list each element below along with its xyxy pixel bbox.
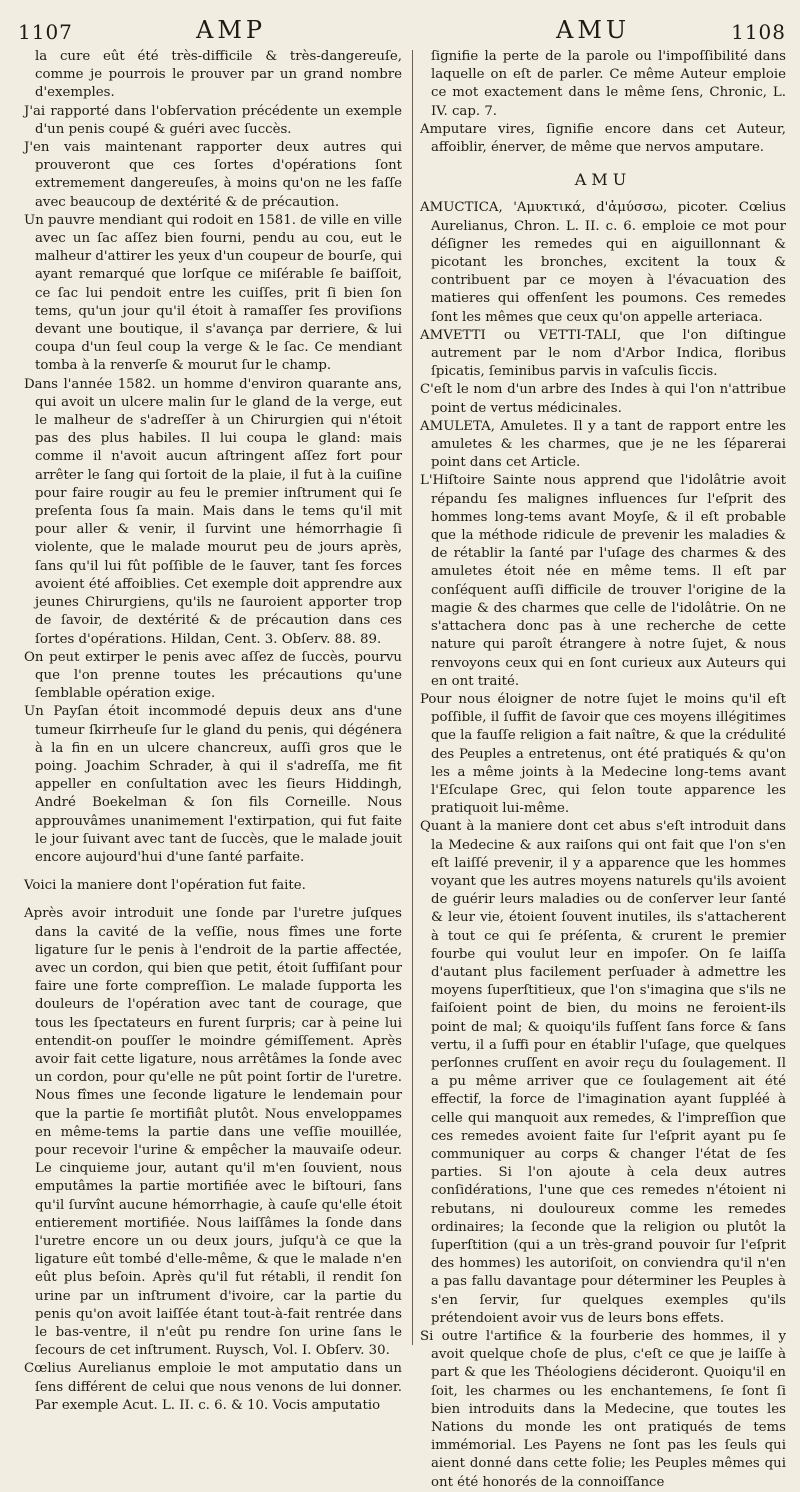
- section-title: AMU: [574, 170, 632, 190]
- left-running-head: AMP: [196, 16, 267, 44]
- right-column: [420, 48, 786, 1492]
- left-paragraph: Dans l'année 1582. un homme d'environ quarante ans, qui avoit un ulcere malin ſur le gland de la verge, eut le malheur de s'adreſſer à un Chirurgien qui n'étoit pas des plus habiles. Il lui coupa le gland: mais comme il n'avoit aucun aſtringent aſſez fort pour arrêter le ſang qui ſortoit de la plaie, il fut à la cuiſine pour faire rougir au feu le premier inſtrument qui ſe preſenta ſous ſa main. Mais dans le tems qu'il mit pour aller & venir, il ſurvint une hémorrhagie ſi violente, que le malade mourut peu de jours après, ſans qu'il lui fût poſſible de le ſauver, tant ſes forces avoient été affoiblies. Cet exemple doit apprendre aux jeunes Chirurgiens, qu'ils ne ſauroient apporter trop de ſavoir, de dextérité & de précaution dans ces ſortes d'opérations. Hildan, Cent. 3. Obſerv. 88. 89.: [24, 376, 402, 647]
- left-paragraph: Cœlius Aurelianus emploie le mot amputatio dans un ſens différent de celui que nous venons de lui donner. Par exemple Acut. L. II. c. 6. & 10. Vocis amputatio: [24, 1361, 402, 1413]
- left-paragraph: Un pauvre mendiant qui rodoit en 1581. de ville en ville avec un ſac aſſez bien fourni, pendu au cou, eut le malheur d'attirer les yeux d'un coupeur de bourſe, qui ayant remarqué que lorſque ce miſérable ſe baiſſoit, ce ſac lui pendoit entre les cuiſſes, prit ſi bien ſon tems, qu'un jour qu'il étoit à ramaſſer ſes proviſions devant une boutique, il s'avança par derriere, & lui coupa d'un ſeul coup la verge & le ſac. Ce mendiant tomba à la renverſe & mourut ſur le champ.: [24, 212, 402, 374]
- right-paragraph: L'Hiſtoire Sainte nous apprend que l'idolâtrie avoit répandu ſes malignes influences ſur l'eſprit des hommes long-tems avant Moyſe, & il eſt probable que la méthode ridicule de prevenir les maladies & de rétablir la ſanté par l'uſage des charmes & des amuletes étoit née en même tems. Il eſt par conſéquent auſſi difficile de trouver l'origine de la magie & des charmes que celle de l'idolâtrie. On ne s'attachera donc pas à une recherche de cette nature qui paroît étrangere à notre ſujet, & nous renvoyons ceux qui en ſont curieux aux Auteurs qui en ont traité.: [420, 473, 786, 689]
- right-running-head: AMU: [556, 16, 631, 44]
- right-paragraph: Quant à la maniere dont cet abus s'eſt introduit dans la Medecine & aux raiſons qui ont fait que l'on s'en eſt laiſſé prevenir, il y a apparence que les hommes voyant que les autres moyens naturels qu'ils avoient de guérir leurs maladies ou de conſerver leur ſanté & leur vie, étoient ſouvent inutiles, ils s'attacherent à tout ce qui ſe préſenta, & crurent le premier fourbe qui voulut leur en impoſer. On ſe laiſſa d'autant plus facilement perſuader à admettre les moyens ſuperſtitieux, que l'on s'imagina que s'ils ne faiſoient point de bien, du moins ne feroient-ils point de mal; & quoiqu'ils fuſſent ſans force & ſans vertu, il a ſuffi pour en établir l'uſage, que quelques perſonnes cruſſent en avoir reçu du ſoulagement. Il a pu même arriver que ce ſoulagement ait été effectif, la force de l'imagination ayant ſuppléé à celle qui manquoit aux remedes, & l'impreſſion que ces remedes avoient faite ſur l'eſprit ayant pu ſe communiquer au corps & changer l'état de ſes parties. Si l'on ajoute à cela deux autres conſidérations, l'une que ces remedes n'étoient ni rebutans, ni douloureux comme les remedes ordinaires; la ſeconde que la religion ou plutôt la ſuperſtition (qui a un très-grand pouvoir ſur l'eſprit des hommes) les autoriſoit, on conviendra qu'il n'en a pas fallu davantage pour déterminer les Peuples à s'en ſervir, ſur quelques exemples qu'ils prétendoient avoir vus de leurs bons effets.: [420, 819, 786, 1326]
- right-paragraph: Pour nous éloigner de notre ſujet le moins qu'il eſt poſſible, il ſuffit de ſavoir que ces moyens illégitimes que la fauſſe religion a fait naître, & que la crédulité des Peuples a entretenus, ont été pratiqués & qu'on les a même joints à la Medecine long-tems avant l'Eſculape Grec, qui ſelon toute apparence les pratiquoit lui-même.: [420, 691, 786, 817]
- left-paragraph: Voici la maniere dont l'opération fut faite.: [24, 878, 306, 894]
- left-paragraph: Un Payſan étoit incommodé depuis deux ans d'une tumeur ſkirrheuſe ſur le gland du penis, qui dégénera à la fin en un ulcere chancreux, auſſi gros que le poing. Joachim Schrader, à qui il s'adreſſa, me fit appeller en conſultation avec les ſieurs Hiddingh, André Boekelman & ſon fils Corneille. Nous approuvâmes unanimement l'extirpation, qui fut faite le jour ſuivant avec tant de ſuccès, que le malade jouit encore aujourd'hui d'une ſanté parfaite.: [24, 704, 402, 865]
- dictionary-entry: AMVETTI ou VETTI-TALI, que l'on diſtingue autrement par le nom d'Arbor Indica, floribus ſpicatis, ſeminibus parvis in vaſculis ſiccis.: [420, 327, 786, 380]
- left-page-number: 1107: [18, 20, 73, 44]
- dictionary-entry: AMUCTICA, 'Αμυκτικά, d'ἀμύσσω, picoter. Cœlius Aurelianus, Chron. L. II. c. 6. emploie ce mot pour déſigner les remedes qui en aiguillonnant & picotant les bronches, excitent la toux & contribuent par ce moyen à l'évacuation des matieres qui offenſent les poumons. Ces remedes ſont les mêmes que ceux qu'on appelle arteriaca.: [420, 200, 786, 325]
- right-paragraph: Si outre l'artifice & la fourberie des hommes, il y avoit quelque choſe de plus, c'eſt ce que je laiſſe à part & que les Théologiens décideront. Quoiqu'il en ſoit, les charmes ou les enchantemens, ſe ſont ſi bien introduits dans la Medecine, que toutes les Nations du monde les ont pratiqués de tems immémorial. Les Payens ne ſont pas les ſeuls qui aient donné dans cette folie; les Peuples mêmes qui ont été honorés de la connoiſſance: [420, 1329, 786, 1490]
- left-paragraph: Après avoir introduit une ſonde par l'uretre juſques dans la cavité de la veſſie, nous fîmes une forte ligature ſur le penis à l'endroit de la partie affectée, avec un cordon, qui bien que petit, étoit ſuffiſant pour faire une forte compreſſion. Le malade ſupporta les douleurs de l'opération avec tant de courage, que tous les ſpectateurs en furent ſurpris; car à peine lui entendit-on pouſſer le moindre gémiſſement. Après avoir fait cette ligature, nous arrêtâmes la ſonde avec un cordon, pour qu'elle ne pût point ſortir de l'uretre. Nous fîmes une ſeconde ligature le lendemain pour que la partie ſe mortifiât plutôt. Nous enveloppames en même-tems la partie dans une veſſie mouillée, pour recevoir l'urine & empêcher la mauvaiſe odeur. Le cinquieme jour, autant qu'il m'en ſouvient, nous emputâmes la partie mortifiée avec le biſtouri, ſans qu'il ſurvînt aucune hémorrhagie, à cauſe qu'elle étoit entierement mortifiée. Nous laiſſâmes la ſonde dans l'uretre encore un ou deux jours, juſqu'à ce que la ligature eût tombé d'elle-même, & que le malade n'en eût plus beſoin. Après qu'il fut rétabli, il rendit ſon urine par un inſtrument d'ivoire, car la partie du penis qu'on avoit laiſſée étant tout-à-fait rentrée dans le bas-ventre, il n'eût pu rendre ſon urine ſans le ſecours de cet inſtrument. Ruysch, Vol. I. Obſerv. 30.: [24, 906, 402, 1359]
- left-column: [24, 48, 402, 1415]
- left-paragraph: On peut extirper le penis avec aſſez de ſuccès, pourvu que l'on prenne toutes les précautions qu'une ſemblable opération exige.: [24, 649, 402, 702]
- right-paragraph: ſignifie la perte de la parole ou l'impoſſibilité dans laquelle on eſt de parler. Ce même Auteur emploie ce mot exactement dans le même ſens, Chronic, L. IV. cap. 7.: [431, 49, 786, 119]
- dictionary-entry: AMULETA, Amuletes. Il y a tant de rapport entre les amuletes & les charmes, que je ne les ſéparerai point dans cet Article.: [420, 418, 786, 471]
- right-page-number: 1108: [731, 20, 786, 44]
- left-paragraph: J'en vais maintenant rapporter deux autres qui prouveront que ces ſortes d'opérations ſont extremement dangereuſes, à moins qu'on ne les faſſe avec beaucoup de dextérité & de précaution.: [24, 140, 402, 210]
- left-paragraph: la cure eût été très-difficile & très-dangereuſe, comme je pourrois le prouver par un grand nombre d'exemples.: [35, 49, 402, 101]
- right-paragraph: Amputare vires, ſignifie encore dans cet Auteur, affoiblir, énerver, de même que nervos amputare.: [420, 121, 786, 156]
- column-divider: [412, 50, 413, 1345]
- left-paragraph: J'ai rapporté dans l'obſervation précédente un exemple d'un penis coupé & guéri avec ſuccès.: [24, 103, 402, 137]
- right-paragraph: C'eſt le nom d'un arbre des Indes à qui l'on n'attribue point de vertus médicinales.: [420, 382, 786, 416]
